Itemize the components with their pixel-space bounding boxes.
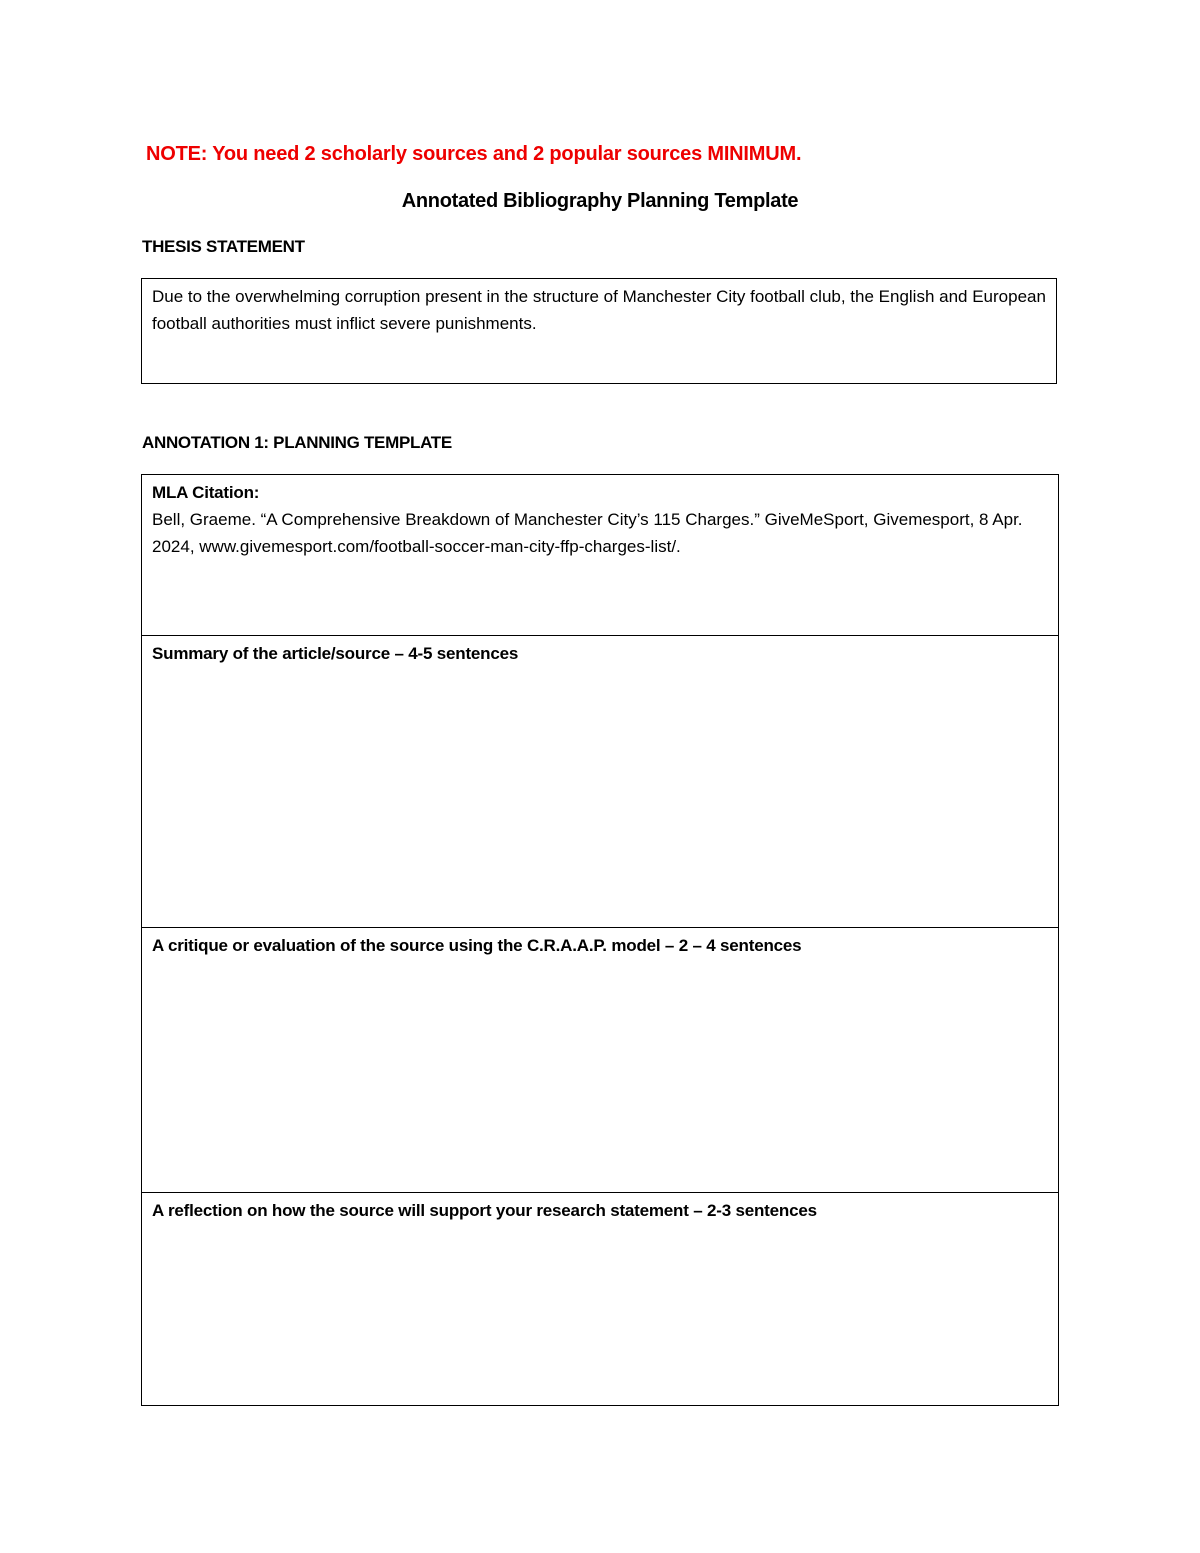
citation-text: Bell, Graeme. “A Comprehensive Breakdown of Manchester City’s 115 Charges.” GiveMeSport, Givemesport, 8 Apr. 2024, www.givemesport.com/football-soccer-man-city-ffp-charges-list/.: [152, 510, 1023, 556]
reflection-label: A reflection on how the source will support your research statement – 2-3 sentences: [152, 1201, 817, 1220]
citation-cell[interactable]: [142, 475, 1059, 636]
reflection-cell[interactable]: [142, 1193, 1059, 1406]
thesis-heading: THESIS STATEMENT: [142, 237, 305, 256]
thesis-statement-box[interactable]: [141, 278, 1057, 384]
minimum-sources-note: NOTE: You need 2 scholarly sources and 2 popular sources MINIMUM.: [146, 143, 802, 165]
critique-label: A critique or evaluation of the source using the C.R.A.A.P. model – 2 – 4 sentences: [152, 936, 802, 955]
critique-cell[interactable]: [142, 928, 1059, 1193]
annotation-1-table: [141, 474, 1059, 1406]
document-title: Annotated Bibliography Planning Template: [401, 190, 799, 212]
summary-label: Summary of the article/source – 4-5 sentences: [152, 644, 519, 663]
summary-cell[interactable]: [142, 636, 1059, 928]
annotation-1-heading: ANNOTATION 1: PLANNING TEMPLATE: [142, 433, 452, 452]
citation-label: MLA Citation:: [152, 483, 260, 502]
thesis-statement-text: Due to the overwhelming corruption present in the structure of Manchester City football club, the English and European football authorities must inflict severe punishments.: [152, 287, 1046, 333]
